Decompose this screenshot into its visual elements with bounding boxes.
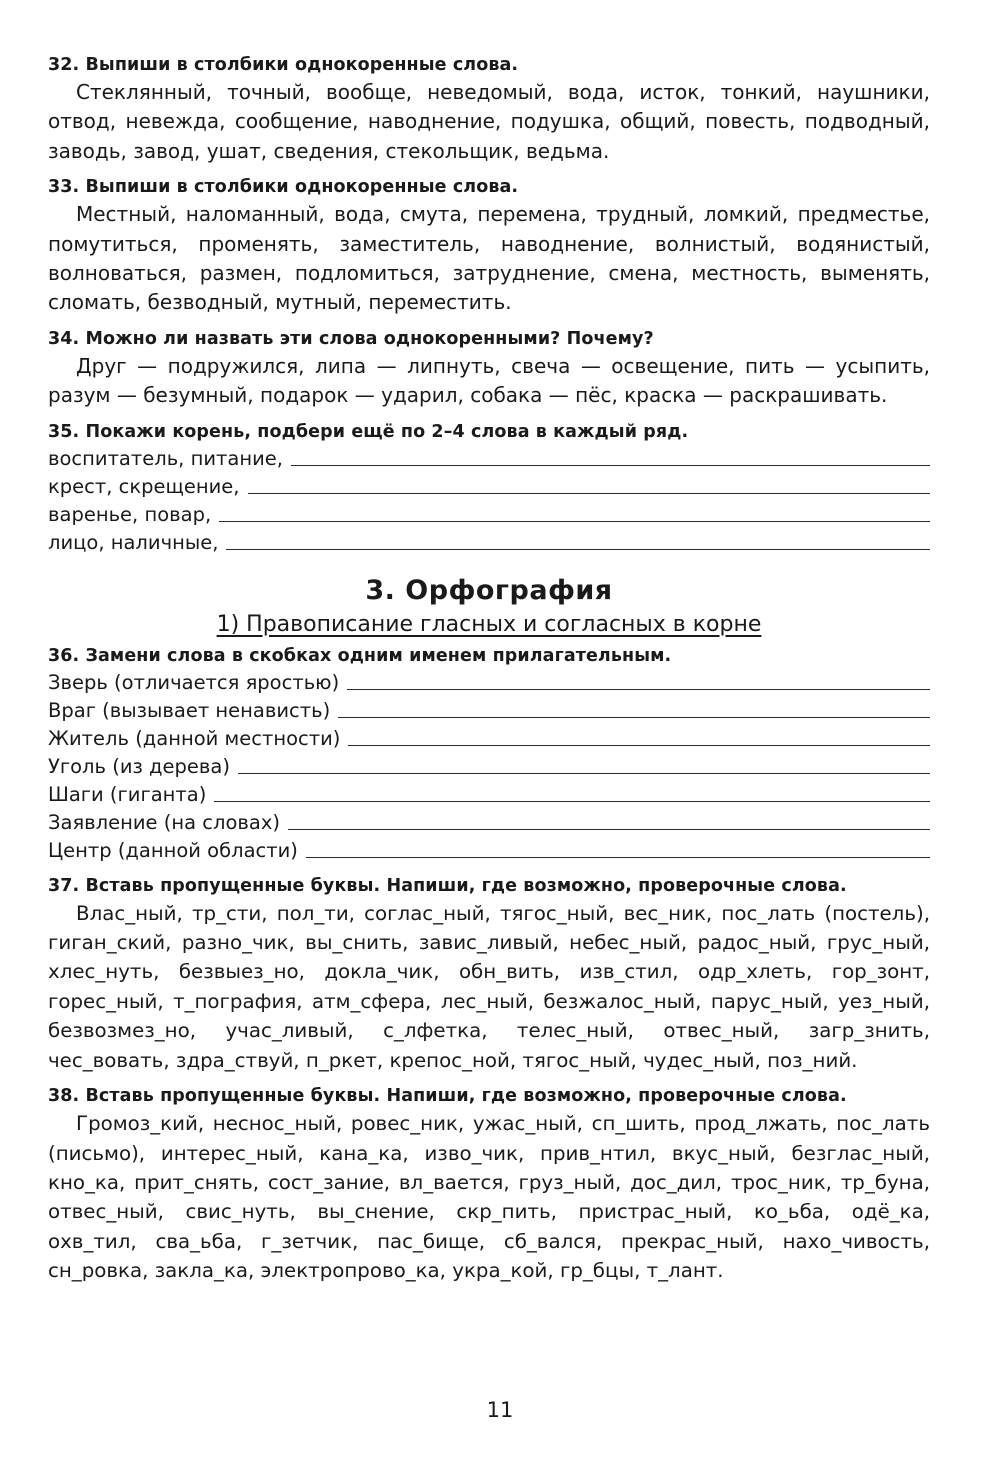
task-34-text: Друг — подружился, липа — липнуть, свеча — освещение, пить — усыпить, разум — безумный, подарок — ударил, собака — пёс, краска — раскрашивать. xyxy=(48,353,930,408)
section-subtitle: 1) Правописание гласных и согласных в корне xyxy=(216,611,762,637)
task-35-title: 35. Покажи корень, подбери ещё по 2–4 слова в каждый ряд. xyxy=(48,421,689,442)
answer-line[interactable] xyxy=(288,829,930,830)
answer-line[interactable] xyxy=(238,773,930,774)
task-32-title: 32. Выпиши в столбики однокоренные слова. xyxy=(48,55,519,75)
answer-row[interactable] xyxy=(48,753,930,781)
answer-row[interactable] xyxy=(48,529,930,557)
answer-row-label: воспитатель, питание, xyxy=(48,446,283,470)
answer-row[interactable] xyxy=(48,837,930,865)
answer-line[interactable] xyxy=(291,465,930,466)
task-36-title: 36. Замени слова в скобках одним именем прилагательным. xyxy=(48,645,672,666)
answer-row-label: Зверь (отличается яростью) xyxy=(48,670,340,694)
answer-row[interactable] xyxy=(48,781,930,809)
task-37-text: Влас_ный, тр_сти, пол_ти, соглас_ный, тягос_ный, вес_ник, пос_лать (постель), гиган_ский, разно_чик, вы_снить, завис_ливый, небес_ный, радос_ный, грус_ный, хлес_нуть, безвыез_но, докла_чик, обн_вить, изв_стил, одр_хлеть, гор_зонт, горес_ный, т_пография, атм_сфера, лес_ный, безжалос_ный, парус_ный, уез_ный, безвозмез_но, учас_ливый, с_лфетка, телес_ный, отвес_ный, загр_знить, чес_вовать, здра_ствуй, п_ркет, крепос_ной, тягос_ный, чудес_ный, поз_ний. xyxy=(48,901,930,1072)
workbook-page xyxy=(48,52,930,1294)
task-37 xyxy=(48,873,930,1075)
answer-row-label: лицо, наличные, xyxy=(48,530,219,554)
answer-line[interactable] xyxy=(348,745,930,746)
answer-row-label: Шаги (гиганта) xyxy=(48,782,207,806)
answer-row[interactable] xyxy=(48,473,930,501)
answer-line[interactable] xyxy=(219,521,930,522)
answer-line[interactable] xyxy=(347,689,930,690)
answer-line[interactable] xyxy=(226,549,930,550)
answer-row-label: Житель (данной местности) xyxy=(48,726,341,750)
task-33-text: Местный, наломанный, вода, смута, перемена, трудный, ломкий, предместье, помутиться, променять, заместитель, наводнение, волнистый, водянистый, волноваться, размен, подломиться, затруднение, смена, местность, выменять, сломать, безводный, мутный, переместить. xyxy=(48,202,930,315)
task-35 xyxy=(48,419,930,557)
answer-row[interactable] xyxy=(48,725,930,753)
answer-row-label: Центр (данной области) xyxy=(48,838,298,862)
answer-row[interactable] xyxy=(48,445,930,473)
task-32-text: Стеклянный, точный, вообще, неведомый, вода, исток, тонкий, наушники, отвод, невежда, сообщение, наводнение, подушка, общий, повесть, подводный, заводь, завод, ушат, сведения, стекольщик, ведьма. xyxy=(48,80,930,163)
answer-row-label: Заявление (на словах) xyxy=(48,810,280,834)
answer-line[interactable] xyxy=(338,717,930,718)
task-38 xyxy=(48,1083,930,1285)
task-34 xyxy=(48,326,930,411)
task-34-title: 34. Можно ли назвать эти слова однокоренными? Почему? xyxy=(48,328,654,349)
answer-row[interactable] xyxy=(48,669,930,697)
answer-row-label: крест, скрещение, xyxy=(48,474,240,498)
task-33-title: 33. Выпиши в столбики однокоренные слова. xyxy=(48,177,519,198)
task-38-text: Громоз_кий, неснос_ный, ровес_ник, ужас_ный, сп_шить, прод_лжать, пос_лать (письмо), интерес_ный, кана_ка, изво_чик, прив_нтил, вкус_ный, безглас_ный, кно_ка, прит_снять, сост_зание, вл_вается, груз_ный, дос_дил, трос_ник, тр_буна, отвес_ный, свис_нуть, вы_снение, скр_пить, пристрас_ный, ко_ьба, одё_ка, охв_тил, сва_ьба, г_зетчик, пас_бище, сб_вался, прекрас_ный, нахо_чивость, сн_ровка, закла_ка, электропрово_ка, укра_кой, гр_бцы, т_лант. xyxy=(48,1112,930,1283)
answer-line[interactable] xyxy=(248,493,931,494)
page-number: 11 xyxy=(486,1398,514,1422)
answer-row[interactable] xyxy=(48,697,930,725)
answer-row[interactable] xyxy=(48,501,930,529)
answer-row[interactable] xyxy=(48,809,930,837)
answer-line[interactable] xyxy=(214,801,930,802)
task-36 xyxy=(48,643,930,865)
answer-row-label: Враг (вызывает ненависть) xyxy=(48,698,331,722)
answer-row-label: варенье, повар, xyxy=(48,502,212,526)
answer-line[interactable] xyxy=(306,857,930,858)
answer-row-label: Уголь (из дерева) xyxy=(48,754,230,778)
task-37-title: 37. Вставь пропущенные буквы. Напиши, где возможно, проверочные слова. xyxy=(48,875,847,896)
task-33 xyxy=(48,174,930,318)
task-38-title: 38. Вставь пропущенные буквы. Напиши, где возможно, проверочные слова. xyxy=(48,1086,847,1107)
section-title: 3. Орфография xyxy=(365,574,613,606)
task-32 xyxy=(48,52,930,166)
